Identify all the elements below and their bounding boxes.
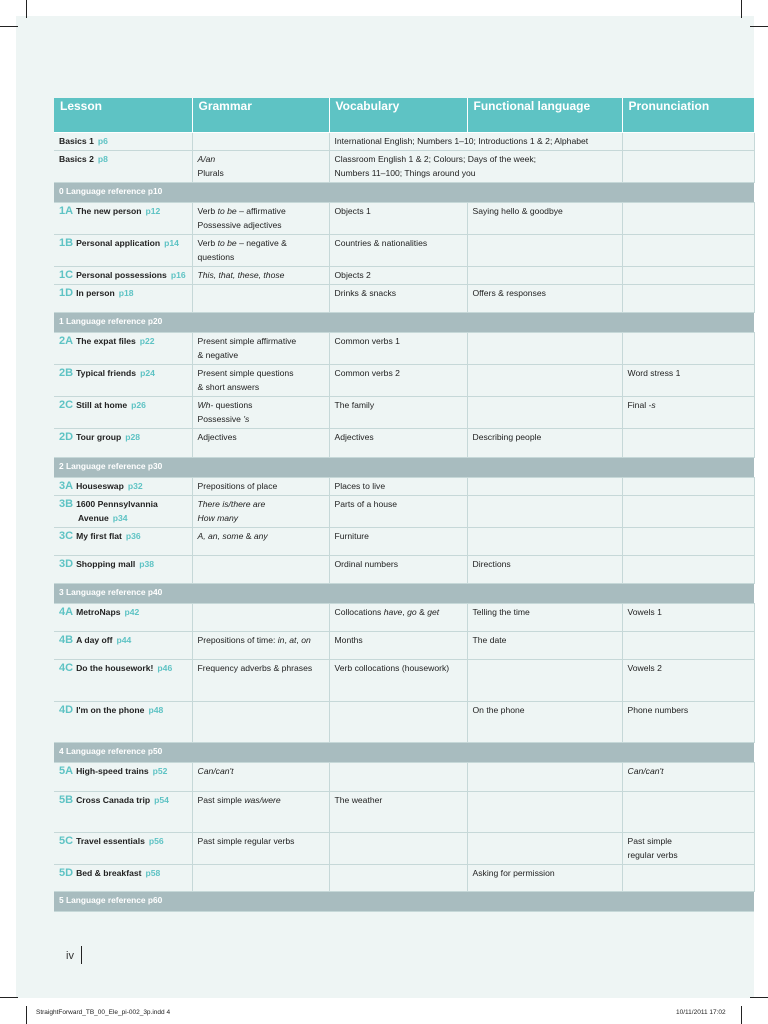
lesson-cell	[54, 604, 192, 632]
grammar-cell	[192, 604, 329, 632]
language-reference-label: 5 Language reference p60	[54, 892, 754, 912]
lesson-code: 4D	[59, 704, 74, 716]
grammar-cell	[192, 632, 329, 660]
table-row	[54, 235, 754, 267]
lesson-code: 4B	[59, 634, 74, 646]
grammar-cell	[192, 235, 329, 267]
page-number-rule	[81, 946, 82, 964]
grammar-cell	[192, 133, 329, 151]
pronunciation-cell	[622, 865, 754, 892]
lesson-name: A day off	[76, 635, 113, 645]
functional-cell	[467, 235, 622, 267]
pronunciation-cell	[622, 333, 754, 365]
pronunciation-cell	[622, 203, 754, 235]
lesson-code: 2D	[59, 431, 74, 443]
grammar-text: There is/there are	[197, 499, 266, 509]
lesson-page: p38	[139, 559, 155, 569]
grammar-text: ,	[296, 635, 302, 645]
lesson-name: Do the housework!	[76, 663, 154, 673]
lesson-page: p42	[124, 607, 140, 617]
vocabulary-cell: International English; Numbers 1–10; Introductions 1 & 2; Alphabet	[329, 133, 622, 151]
grammar-cell: Frequency adverbs & phrases	[192, 660, 329, 702]
table-row	[54, 833, 754, 865]
table-row	[54, 604, 754, 632]
grammar-text: to be	[217, 238, 237, 248]
vocab-line: Classroom English 1 & 2; Colours; Days of the week;	[334, 154, 537, 164]
lesson-code: 5C	[59, 835, 74, 847]
language-reference-label: 4 Language reference p50	[54, 743, 754, 763]
lesson-page: p6	[97, 136, 108, 146]
vocabulary-cell: Places to live	[329, 478, 467, 496]
grammar-cell	[192, 702, 329, 743]
vocabulary-cell	[329, 151, 622, 183]
lesson-cell	[54, 203, 192, 235]
lesson-name: Cross Canada trip	[76, 795, 151, 805]
table-row	[54, 528, 754, 556]
lesson-cell	[54, 660, 192, 702]
functional-cell	[467, 478, 622, 496]
vocab-line: Numbers 11–100; Things around you	[334, 168, 476, 178]
pronunciation-cell	[622, 632, 754, 660]
table-row	[54, 203, 754, 235]
grammar-text: Prepositions of time:	[197, 635, 278, 645]
vocabulary-cell: Furniture	[329, 528, 467, 556]
grammar-cell	[192, 151, 329, 183]
grammar-text: Verb	[197, 238, 218, 248]
language-reference-band	[54, 313, 754, 333]
grammar-text: How many	[197, 513, 239, 523]
lesson-cell	[54, 496, 192, 528]
vocabulary-cell: The family	[329, 397, 467, 429]
grammar-cell: This, that, these, those	[192, 267, 329, 285]
table-row	[54, 702, 754, 743]
grammar-text: in	[277, 635, 285, 645]
lesson-cell	[54, 397, 192, 429]
header-functional-language: Functional language	[467, 98, 622, 133]
language-reference-label: 2 Language reference p30	[54, 458, 754, 478]
functional-cell	[467, 365, 622, 397]
lesson-cell	[54, 833, 192, 865]
table-row	[54, 865, 754, 892]
pron-text: -s	[648, 400, 656, 410]
table-row	[54, 133, 754, 151]
functional-cell: Saying hello & goodbye	[467, 203, 622, 235]
language-reference-band	[54, 183, 754, 203]
table-header-row	[54, 98, 754, 133]
grammar-text: A, an, some	[197, 531, 244, 541]
table-row	[54, 792, 754, 833]
grammar-cell	[192, 556, 329, 584]
table-row	[54, 763, 754, 792]
table-row	[54, 333, 754, 365]
lesson-name: Personal possessions	[76, 270, 167, 280]
functional-cell: The date	[467, 632, 622, 660]
crop-mark-top-left	[26, 0, 27, 18]
grammar-cell: Can/can't	[192, 763, 329, 792]
lesson-page: p48	[148, 705, 164, 715]
lesson-name: Houseswap	[76, 481, 124, 491]
crop-mark-bottom-left	[26, 1006, 27, 1024]
language-reference-band	[54, 743, 754, 763]
lesson-page: p56	[148, 836, 164, 846]
header-vocabulary: Vocabulary	[329, 98, 467, 133]
language-reference-band	[54, 892, 754, 912]
lesson-code: 3C	[59, 530, 74, 542]
lesson-code: 4C	[59, 662, 74, 674]
vocabulary-cell: Common verbs 2	[329, 365, 467, 397]
lesson-cell	[54, 365, 192, 397]
grammar-text: Present simple questions	[197, 368, 294, 378]
grammar-text: Past simple	[197, 795, 245, 805]
vocabulary-cell	[329, 833, 467, 865]
vocabulary-cell: The weather	[329, 792, 467, 833]
vocabulary-cell	[329, 702, 467, 743]
lesson-page: p18	[118, 288, 134, 298]
pronunciation-cell	[622, 429, 754, 458]
vocabulary-cell	[329, 763, 467, 792]
language-reference-label: 1 Language reference p20	[54, 313, 754, 333]
pronunciation-cell: Can/can't	[622, 763, 754, 792]
table-row	[54, 496, 754, 528]
functional-cell	[467, 660, 622, 702]
lesson-name: Still at home	[76, 400, 128, 410]
lesson-name: Travel essentials	[76, 836, 145, 846]
grammar-text: on	[301, 635, 311, 645]
vocabulary-cell: Objects 1	[329, 203, 467, 235]
vocab-text: go	[407, 607, 417, 617]
grammar-text: Present simple affirmative	[197, 336, 297, 346]
pronunciation-cell: Vowels 1	[622, 604, 754, 632]
lesson-code: 1C	[59, 269, 74, 281]
lesson-name: High-speed trains	[76, 766, 149, 776]
lesson-name: 1600 Pennsylvannia	[76, 499, 158, 509]
grammar-text: questions	[197, 252, 235, 262]
functional-cell	[467, 267, 622, 285]
functional-cell	[467, 528, 622, 556]
lesson-page: p58	[145, 868, 161, 878]
table-row	[54, 632, 754, 660]
lesson-name: Shopping mall	[76, 559, 136, 569]
functional-cell: Asking for permission	[467, 865, 622, 892]
lesson-name: Typical friends	[76, 368, 137, 378]
grammar-text: questions	[213, 400, 253, 410]
lesson-cell	[54, 763, 192, 792]
vocab-text: Collocations	[334, 607, 384, 617]
lesson-code: 2B	[59, 367, 74, 379]
grammar-text: & short answers	[197, 382, 260, 392]
grammar-text: & negative	[197, 350, 239, 360]
lesson-page: p34	[112, 513, 128, 523]
vocabulary-cell	[329, 865, 467, 892]
lesson-page: p52	[152, 766, 168, 776]
vocabulary-cell: Countries & nationalities	[329, 235, 467, 267]
vocabulary-cell: Months	[329, 632, 467, 660]
grammar-cell	[192, 496, 329, 528]
lesson-name: The expat files	[76, 336, 136, 346]
lesson-cell	[54, 333, 192, 365]
pronunciation-cell	[622, 151, 754, 183]
lesson-page: p22	[139, 336, 155, 346]
grammar-text: Verb	[197, 206, 218, 216]
header-lesson: Lesson	[54, 98, 192, 133]
lesson-name: In person	[76, 288, 115, 298]
lesson-code: 3A	[59, 480, 74, 492]
vocabulary-cell	[329, 604, 467, 632]
lesson-cell	[54, 267, 192, 285]
pronunciation-cell	[622, 556, 754, 584]
grammar-text: – negative &	[236, 238, 287, 248]
lesson-page: p28	[125, 432, 141, 442]
lesson-name: Avenue	[78, 513, 109, 523]
lesson-page: p14	[164, 238, 179, 248]
grammar-text: 's	[243, 414, 250, 424]
pronunciation-cell	[622, 397, 754, 429]
lesson-cell	[54, 151, 192, 183]
lesson-cell	[54, 235, 192, 267]
grammar-text: ,	[284, 635, 290, 645]
lesson-page: p12	[145, 206, 161, 216]
lesson-cell	[54, 632, 192, 660]
crop-mark-left-bottom	[0, 997, 18, 998]
lesson-cell	[54, 285, 192, 313]
lesson-page: p32	[127, 481, 143, 491]
grammar-cell: Prepositions of place	[192, 478, 329, 496]
lesson-page: p26	[131, 400, 146, 410]
grammar-text: Possessive adjectives	[197, 220, 282, 230]
table-row	[54, 429, 754, 458]
lesson-code: 3D	[59, 558, 74, 570]
pronunciation-cell	[622, 528, 754, 556]
pronunciation-cell: Word stress 1	[622, 365, 754, 397]
grammar-cell	[192, 333, 329, 365]
grammar-cell	[192, 792, 329, 833]
grammar-cell	[192, 285, 329, 313]
pron-text: regular verbs	[627, 850, 678, 860]
pronunciation-cell: Phone numbers	[622, 702, 754, 743]
pronunciation-cell	[622, 235, 754, 267]
grammar-line: A/an	[197, 154, 216, 164]
language-reference-label: 0 Language reference p10	[54, 183, 754, 203]
lesson-code: 4A	[59, 606, 74, 618]
lesson-code: 1D	[59, 287, 74, 299]
lesson-cell	[54, 792, 192, 833]
table-row	[54, 397, 754, 429]
vocabulary-cell: Verb collocations (housework)	[329, 660, 467, 702]
lesson-code: 1B	[59, 237, 74, 249]
contents-table	[54, 98, 755, 912]
functional-cell	[467, 833, 622, 865]
vocabulary-cell: Parts of a house	[329, 496, 467, 528]
grammar-text: Wh-	[197, 400, 214, 410]
table-row	[54, 267, 754, 285]
lesson-page: p44	[116, 635, 132, 645]
functional-cell	[467, 397, 622, 429]
functional-cell: Directions	[467, 556, 622, 584]
lesson-code: 1A	[59, 205, 74, 217]
lesson-page: p36	[125, 531, 141, 541]
crop-mark-right-bottom	[750, 997, 768, 998]
lesson-cell	[54, 702, 192, 743]
lesson-code: 5B	[59, 794, 74, 806]
lesson-code: 2A	[59, 335, 74, 347]
grammar-text: Possessive	[197, 414, 244, 424]
pronunciation-cell	[622, 478, 754, 496]
table-row	[54, 660, 754, 702]
grammar-text: any	[253, 531, 268, 541]
lesson-name: Basics 1	[59, 136, 94, 146]
pronunciation-cell	[622, 285, 754, 313]
pronunciation-cell	[622, 133, 754, 151]
lesson-name: MetroNaps	[76, 607, 121, 617]
header-grammar: Grammar	[192, 98, 329, 133]
grammar-cell	[192, 528, 329, 556]
language-reference-band	[54, 458, 754, 478]
crop-mark-right-top	[750, 26, 768, 27]
lesson-name: My first flat	[76, 531, 122, 541]
functional-cell	[467, 496, 622, 528]
lesson-cell	[54, 133, 192, 151]
vocab-text: have	[383, 607, 403, 617]
vocabulary-cell: Ordinal numbers	[329, 556, 467, 584]
pron-text: Past simple	[627, 836, 672, 846]
functional-cell	[467, 792, 622, 833]
lesson-cell	[54, 556, 192, 584]
lesson-page: p54	[154, 795, 169, 805]
header-pronunciation: Pronunciation	[622, 98, 754, 133]
grammar-line: Plurals	[197, 168, 224, 178]
crop-mark-left-top	[0, 26, 18, 27]
functional-cell: Telling the time	[467, 604, 622, 632]
lesson-cell	[54, 429, 192, 458]
grammar-text: at	[289, 635, 297, 645]
vocab-text: get	[427, 607, 440, 617]
lesson-cell	[54, 478, 192, 496]
pronunciation-cell	[622, 833, 754, 865]
functional-cell	[467, 333, 622, 365]
pronunciation-cell	[622, 496, 754, 528]
vocabulary-cell: Objects 2	[329, 267, 467, 285]
lesson-cell	[54, 865, 192, 892]
functional-cell: Describing people	[467, 429, 622, 458]
pronunciation-cell	[622, 267, 754, 285]
table-row	[54, 151, 754, 183]
grammar-cell	[192, 203, 329, 235]
lesson-code: 5A	[59, 765, 74, 777]
lesson-name: Basics 2	[59, 154, 94, 164]
vocab-text: ,	[402, 607, 408, 617]
table-row	[54, 285, 754, 313]
grammar-text: to be	[217, 206, 237, 216]
lesson-name: Bed & breakfast	[76, 868, 142, 878]
pronunciation-cell: Vowels 2	[622, 660, 754, 702]
functional-cell	[467, 763, 622, 792]
lesson-page: p16	[170, 270, 186, 280]
language-reference-label: 3 Language reference p40	[54, 584, 754, 604]
grammar-text: was/were	[244, 795, 281, 805]
table-row	[54, 478, 754, 496]
lesson-code: 3B	[59, 498, 74, 510]
lesson-page: p24	[140, 368, 155, 378]
lesson-cell	[54, 528, 192, 556]
table-row	[54, 556, 754, 584]
grammar-cell: Adjectives	[192, 429, 329, 458]
crop-mark-top-right	[741, 0, 742, 18]
slug-filename: StraightForward_TB_00_Ele_pi-002_3p.indd 4	[36, 1009, 171, 1016]
lesson-code: 2C	[59, 399, 74, 411]
lesson-page: p46	[157, 663, 173, 673]
grammar-text: – affirmative	[236, 206, 286, 216]
grammar-cell	[192, 397, 329, 429]
language-reference-band	[54, 584, 754, 604]
pronunciation-cell	[622, 792, 754, 833]
grammar-text: &	[243, 531, 254, 541]
grammar-cell	[192, 865, 329, 892]
lesson-name: The new person	[76, 206, 142, 216]
functional-cell: On the phone	[467, 702, 622, 743]
page-number: iv	[66, 950, 74, 962]
vocabulary-cell: Common verbs 1	[329, 333, 467, 365]
vocabulary-cell: Adjectives	[329, 429, 467, 458]
grammar-cell	[192, 365, 329, 397]
crop-mark-bottom-right	[741, 1006, 742, 1024]
vocabulary-cell: Drinks & snacks	[329, 285, 467, 313]
slug-timestamp: 10/11/2011 17:02	[676, 1009, 726, 1016]
functional-cell: Offers & responses	[467, 285, 622, 313]
grammar-cell: Past simple regular verbs	[192, 833, 329, 865]
lesson-page: p8	[97, 154, 108, 164]
lesson-name: Tour group	[76, 432, 122, 442]
vocab-text: &	[416, 607, 428, 617]
table-row	[54, 365, 754, 397]
pron-text: Final	[627, 400, 649, 410]
lesson-code: 5D	[59, 867, 74, 879]
lesson-name: Personal application	[76, 238, 161, 248]
lesson-name: I'm on the phone	[76, 705, 145, 715]
